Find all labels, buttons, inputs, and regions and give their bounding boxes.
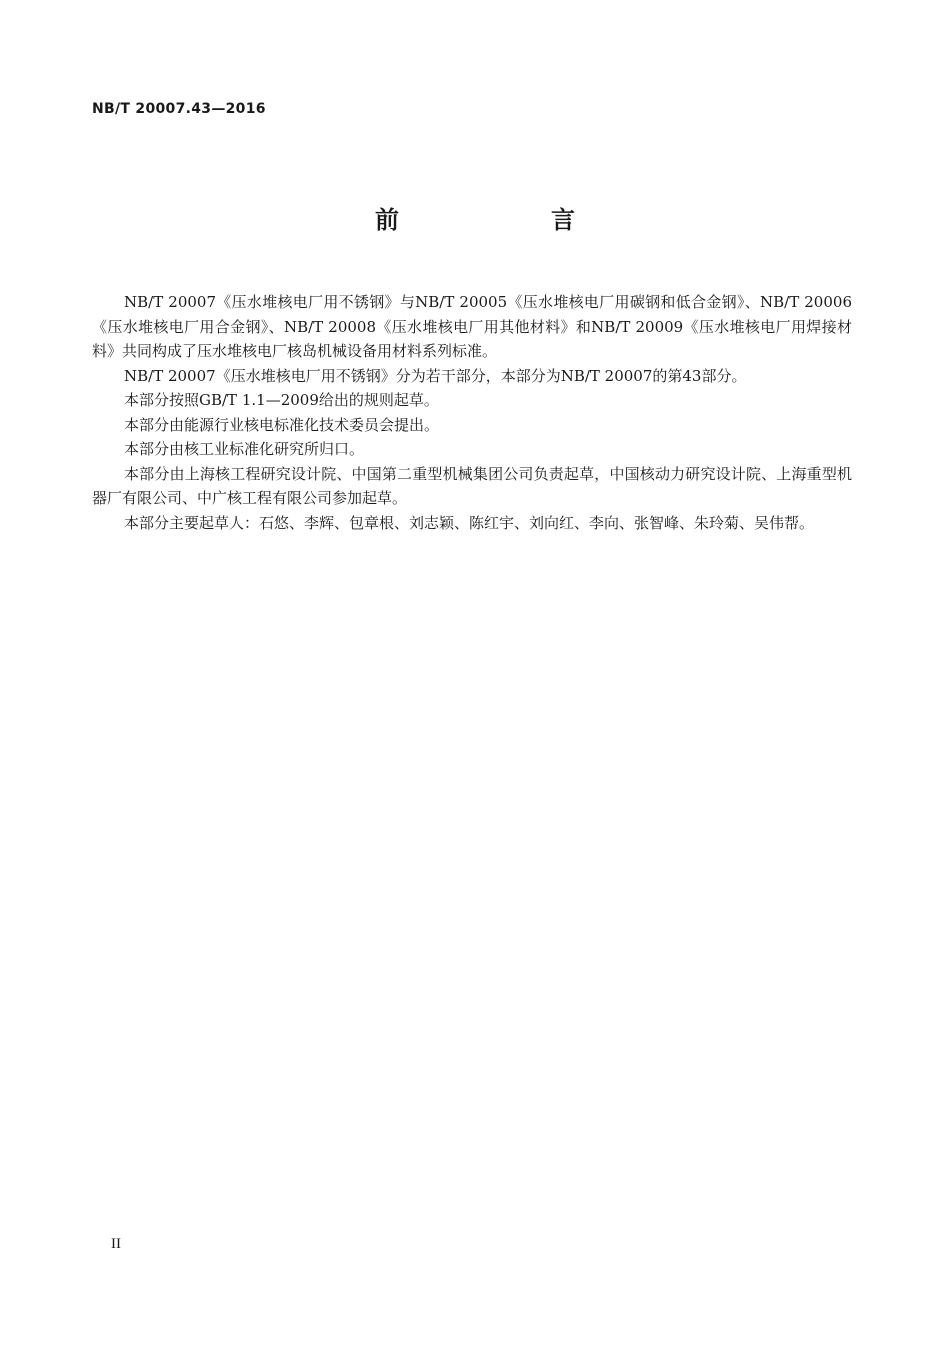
foreword-paragraph-administrator: 本部分由核工业标准化研究所归口。 (124, 440, 365, 458)
foreword-paragraph-series: NB/T 20007《压水堆核电厂用不锈钢》与NB/T 20005《压水堆核电厂用碳钢和低合金钢》、NB/T 20006《压水堆核电厂用合金钢》、NB/T 20008《压水堆核电厂用其他材料》和NB/T 20009《压水堆核电厂用焊接材料》共同构成了压水堆核电厂核岛机械设备用材料系列标准。 (92, 293, 852, 360)
page-title: 前 言 (375, 206, 639, 234)
foreword-paragraph-proposer: 本部分由能源行业核电标准化技术委员会提出。 (124, 415, 440, 434)
foreword-paragraph-drafting-units: 本部分由上海核工程研究设计院、中国第二重型机械集团公司负责起草，中国核动力研究设计院、上海重型机器厂有限公司、中广核工程有限公司参加起草。 (92, 464, 852, 507)
page-number: II (111, 1236, 121, 1252)
foreword-paragraph-parts: NB/T 20007《压水堆核电厂用不锈钢》分为若干部分，本部分为NB/T 20007的第43部分。 (124, 366, 747, 385)
foreword-paragraph-drafting-rules: 本部分按照GB/T 1.1—2009给出的规则起草。 (124, 391, 439, 409)
foreword-body (92, 290, 852, 535)
standard-number-header: NB/T 20007.43—2016 (92, 101, 266, 117)
foreword-paragraph-drafters: 本部分主要起草人：石悠、李辉、包章根、刘志颖、陈红宇、刘向红、李向、张智峰、朱玲菊、吴伟帮。 (124, 513, 815, 532)
